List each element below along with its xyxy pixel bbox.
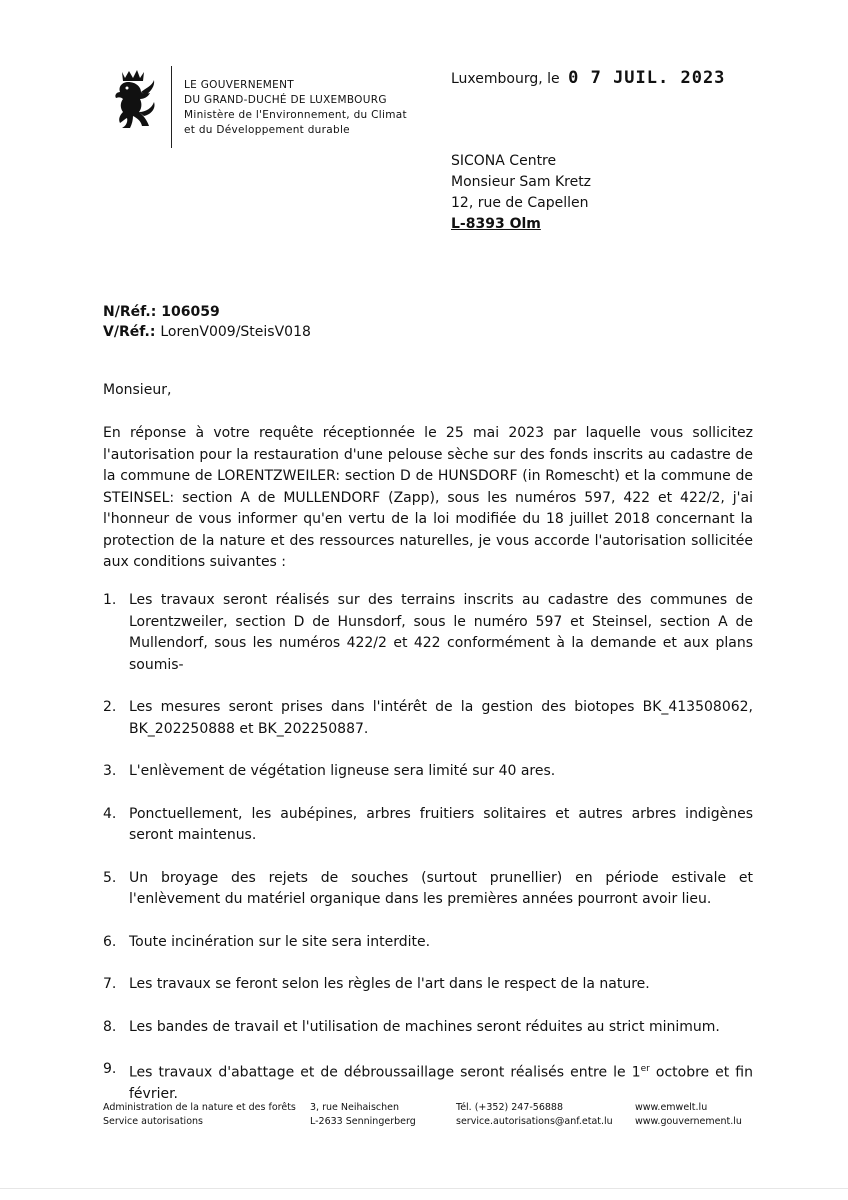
footer-website-emwelt: www.emwelt.lu — [635, 1102, 708, 1113]
footer-admin-name: Administration de la nature et des forêts — [103, 1102, 296, 1113]
footer-email: service.autorisations@anf.etat.lu — [456, 1116, 613, 1127]
condition-item — [103, 1017, 753, 1039]
header-divider — [171, 66, 172, 148]
your-reference-label: V/Réf.: — [103, 324, 161, 340]
recipient-street: 12, rue de Capellen — [451, 195, 589, 211]
our-reference-label: N/Réf.: — [103, 304, 162, 320]
page-edge-line — [0, 1188, 848, 1189]
condition-text-end: octobre et fin février. — [129, 1064, 753, 1103]
condition-text: L'enlèvement de végétation ligneuse sera limité sur 40 ares. — [129, 763, 556, 779]
recipient-person: Monsieur Sam Kretz — [451, 174, 592, 190]
condition-item — [103, 1059, 753, 1106]
ministry-name-line-1: Ministère de l'Environnement, du Climat — [184, 109, 407, 121]
footer-address — [310, 1101, 416, 1129]
condition-item — [103, 868, 753, 911]
condition-text-start: Les travaux d'abattage et de débroussaillage seront réalisés entre le 1 — [129, 1064, 641, 1081]
condition-item — [103, 697, 753, 740]
condition-number: 4. — [103, 805, 117, 822]
footer-administration — [103, 1101, 296, 1129]
condition-text: Ponctuellement, les aubépines, arbres fruitiers solitaires et autres arbres indigènes seront maintenus. — [129, 805, 753, 843]
date-stamp: 0 7 JUIL. 2023 — [568, 68, 726, 88]
footer-service-name: Service autorisations — [103, 1116, 203, 1127]
our-reference — [103, 302, 311, 322]
recipient-city: L-8393 Olm — [451, 216, 541, 232]
superscript: er — [640, 1064, 650, 1074]
condition-item — [103, 804, 753, 847]
condition-text: Un broyage des rejets de souches (surtout prunellier) en période estivale et l'enlèvement du matériel organique dans les premières années pourront avoir lieu. — [129, 869, 753, 907]
condition-number: 5. — [103, 869, 117, 886]
lion-coat-of-arms-icon — [108, 68, 160, 134]
condition-item — [103, 590, 753, 676]
condition-text: Les mesures seront prises dans l'intérêt de la gestion des biotopes BK_413508062, BK_202250888 et BK_202250887. — [129, 699, 753, 737]
references — [103, 302, 311, 342]
footer-street: 3, rue Neihaischen — [310, 1102, 400, 1113]
salutation: Monsieur, — [103, 382, 172, 398]
footer-city: L-2633 Senningerberg — [310, 1116, 416, 1127]
condition-text: Les travaux se feront selon les règles de l'art dans le respect de la nature. — [129, 976, 650, 992]
intro-paragraph: En réponse à votre requête réceptionnée le 25 mai 2023 par laquelle vous sollicitez l'autorisation pour la restauration d'une pelouse sèche sur des fonds inscrits au cadastre de la commune de LORENTZWEILER: section D de HUNSDORF (in Romescht) et la commune de STEINSEL: section A de MULLENDORF (Zapp), sous les numéros 597, 422 et 422/2, j'ai l'honneur de vous informer qu'en vertu de la loi modifiée du 18 juillet 2018 concernant la protection de la nature et des ressources naturelles, je vous accorde l'autorisation sollicitée aux conditions suivantes : — [103, 425, 753, 570]
condition-text: Les bandes de travail et l'utilisation de machines seront réduites au strict minimum. — [129, 1018, 720, 1035]
condition-number: 2. — [103, 699, 117, 715]
date-line — [451, 68, 725, 88]
your-reference-value: LorenV009/SteisV018 — [160, 324, 311, 340]
footer-website-gouvernement: www.gouvernement.lu — [635, 1116, 742, 1127]
condition-text: Toute incinération sur le site sera interdite. — [129, 933, 431, 950]
place-label: Luxembourg, le — [451, 71, 560, 87]
grand-duchy-line: DU GRAND-DUCHÉ DE LUXEMBOURG — [184, 94, 387, 106]
condition-number: 7. — [103, 976, 117, 992]
ministry-block — [184, 78, 407, 138]
condition-item — [103, 761, 753, 783]
condition-item — [103, 932, 753, 954]
condition-number: 6. — [103, 933, 117, 950]
recipient-organisation: SICONA Centre — [451, 153, 557, 169]
condition-number: 9. — [103, 1061, 117, 1077]
condition-item — [103, 974, 753, 996]
your-reference — [103, 322, 311, 342]
conditions-list — [103, 590, 753, 1106]
footer-contact — [456, 1101, 613, 1129]
condition-number: 3. — [103, 763, 117, 779]
government-line: LE GOUVERNEMENT — [184, 79, 294, 91]
recipient-address — [451, 151, 591, 235]
condition-number: 8. — [103, 1018, 117, 1035]
our-reference-value: 106059 — [161, 304, 220, 320]
footer-phone: Tél. (+352) 247-56888 — [456, 1102, 564, 1113]
condition-number: 1. — [103, 592, 117, 608]
footer-websites — [635, 1101, 742, 1129]
ministry-name-line-2: et du Développement durable — [184, 124, 350, 136]
condition-text: Les travaux seront réalisés sur des terrains inscrits au cadastre des communes de Lorentzweiler, section D de Hunsdorf, sous le numéro 597 et Steinsel, section A de Mullendorf, sous les numéros 422/2 et 422 conformément à la demande et aux plans soumis- — [129, 592, 753, 673]
